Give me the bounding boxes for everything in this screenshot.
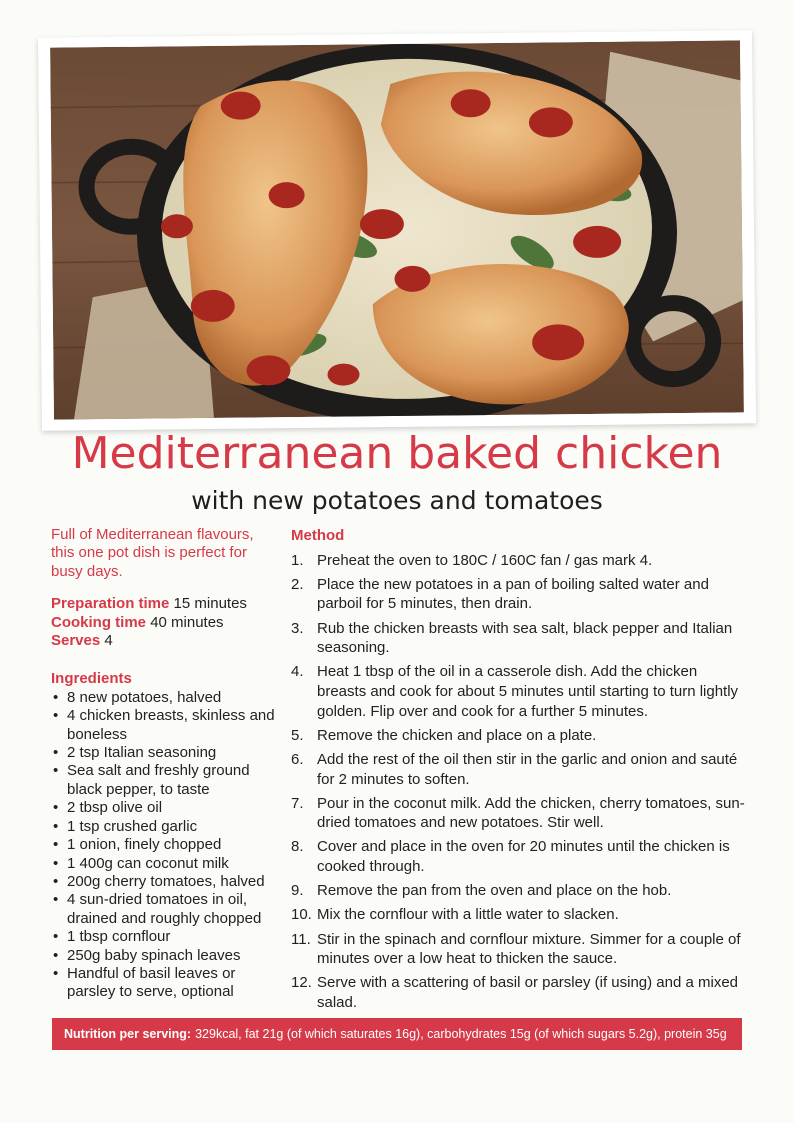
method-step [291,881,746,901]
recipe-info-column [51,526,275,1002]
step-text: Stir in the spinach and cornflour mixture. Simmer for a couple of minutes over a low heat to thicken the sauce. [317,930,741,968]
ingredient-item: • 4 chicken breasts, skinless and boneless [51,707,275,744]
method-column [291,526,746,1017]
prep-time-value: 15 minutes [173,595,247,613]
step-number: 9. [291,882,304,900]
step-number: 12. [291,974,312,992]
ingredient-item: • 1 tsp crushed garlic [51,818,275,836]
recipe-subtitle: with new potatoes and tomatoes [191,486,603,515]
method-steps [291,551,746,1013]
nutrition-text: 329kcal, fat 21g (of which saturates 16g), carbohydrates 15g (of which sugars 5.2g), protein 35g [195,1027,727,1041]
step-number: 7. [291,794,304,812]
method-step [291,726,746,746]
method-step [291,930,746,969]
cook-time-value: 40 minutes [150,613,224,631]
method-step [291,551,746,571]
method-step [291,973,746,1012]
dish-photo [38,30,756,430]
method-step [291,794,746,833]
method-heading: Method [291,527,345,544]
step-number: 6. [291,750,304,768]
ingredient-item: • Handful of basil leaves or parsley to serve, optional [51,965,275,1002]
step-number: 11. [291,930,311,948]
method-step [291,662,746,721]
method-step [291,575,746,614]
ingredient-item: • Sea salt and freshly ground black pepper, to taste [51,762,275,799]
step-number: 5. [291,726,304,744]
step-number: 4. [291,663,304,681]
step-text: Remove the chicken and place on a plate. [317,726,597,744]
nutrition-label: Nutrition per serving: [64,1027,192,1041]
step-text: Cover and place in the oven for 20 minutes until the chicken is cooked through. [317,838,730,876]
recipe-intro: Full of Mediterranean flavours, this one pot dish is perfect for busy days. [51,526,254,580]
serves [51,632,275,650]
method-step [291,750,746,789]
step-number: 3. [291,619,304,637]
prep-time-label: Preparation time [51,595,170,613]
method-step [291,905,746,925]
ingredient-item: • 8 new potatoes, halved [51,689,275,707]
step-text: Remove the pan from the oven and place on the hob. [317,882,672,900]
step-number: 2. [291,575,304,593]
ingredients-list [51,689,275,1002]
step-text: Preheat the oven to 180C / 160C fan / gas mark 4. [317,551,653,569]
step-text: Heat 1 tbsp of the oil in a casserole dish. Add the chicken breasts and cook for about 5 minutes until starting to turn lightly golden. Flip over and cook for a further 5 minutes. [317,663,739,720]
recipe-stats [51,595,275,650]
ingredient-item: • 1 onion, finely chopped [51,836,275,854]
ingredient-item: • 2 tbsp olive oil [51,799,275,817]
ingredient-item: • 250g baby spinach leaves [51,947,275,965]
ingredient-item: • 200g cherry tomatoes, halved [51,873,275,891]
step-text: Place the new potatoes in a pan of boiling salted water and parboil for 5 minutes, then drain. [317,575,709,613]
ingredients-heading: Ingredients [51,670,132,688]
cook-time-label: Cooking time [51,613,147,631]
ingredient-item: • 2 tsp Italian seasoning [51,744,275,762]
serves-value: 4 [104,632,113,650]
ingredient-item: • 1 tbsp cornflour [51,928,275,946]
recipe-title: Mediterranean baked chicken [71,428,723,479]
prep-time [51,595,275,613]
step-number: 1. [291,551,304,569]
step-number: 8. [291,838,304,856]
step-text: Add the rest of the oil then stir in the garlic and onion and sauté for 2 minutes to soften. [317,750,738,788]
cook-time [51,614,275,632]
serves-label: Serves [51,632,101,650]
step-text: Pour in the coconut milk. Add the chicken, cherry tomatoes, sun-dried tomatoes and new potatoes. Stir well. [317,794,745,832]
method-step [291,837,746,876]
ingredient-item: • 4 sun-dried tomatoes in oil, drained and roughly chopped [51,891,275,928]
step-number: 10. [291,906,312,924]
step-text: Mix the cornflour with a little water to slacken. [317,906,619,924]
step-text: Rub the chicken breasts with sea salt, black pepper and Italian seasoning. [317,619,733,657]
step-text: Serve with a scattering of basil or parsley (if using) and a mixed salad. [317,974,739,1011]
method-step [291,619,746,658]
nutrition-banner [52,1018,742,1050]
ingredient-item: • 1 400g can coconut milk [51,855,275,873]
dish-photo-illustration [50,40,744,419]
